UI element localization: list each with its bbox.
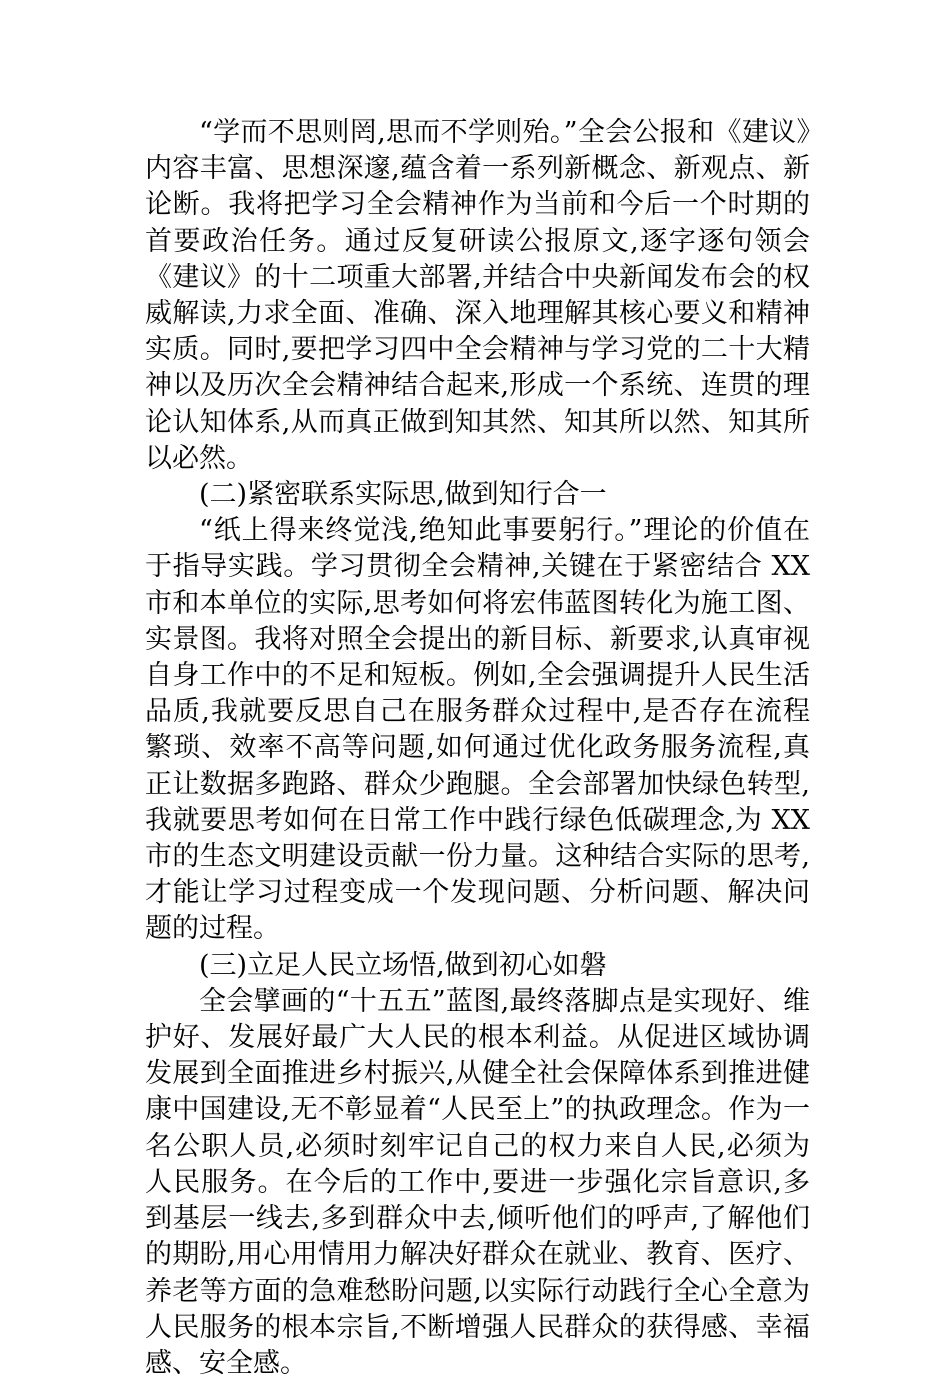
paragraph-people-stance: 全会擘画的“十五五”蓝图,最终落脚点是实现好、维护好、发展好最广大人民的根本利益。从促进区域协调发展到全面推进乡村振兴,从健全社会保障体系到推进健康中国建设,无不彰显着“人民至上”的执政理念。作为一名公职人员,必须时刻牢记自己的权力来自人民,必须为人民服务。在今后的工作中,要进一步强化宗旨意识,多到基层一线去,多到群众中去,倾听他们的呼声,了解他们的期盼,用心用情用力解决好群众在就业、教育、医疗、养老等方面的急难愁盼问题,以实际行动践行全心全意为人民服务的根本宗旨,不断增强人民群众的获得感、幸福感、安全感。 (145, 985, 810, 1379)
paragraph-practice: “纸上得来终觉浅,绝知此事要躬行。”理论的价值在于指导实践。学习贯彻全会精神,关键在于紧密结合 XX 市和本单位的实际,思考如何将宏伟蓝图转化为施工图、实景图。我将对照全会提出的新目标、新要求,认真审视自身工作中的不足和短板。例如,全会强调提升人民生活品质,我就要反思自己在服务群众过程中,是否存在流程繁琐、效率不高等问题,如何通过优化政务服务流程,真正让数据多跑路、群众少跑腿。全会部署加快绿色转型,我就要思考如何在日常工作中践行绿色低碳理念,为 XX 市的生态文明建设贡献一份力量。这种结合实际的思考,才能让学习过程变成一个发现问题、分析问题、解决问题的过程。 (145, 515, 810, 945)
section-heading-three: (三)立足人民立场悟,做到初心如磐 (199, 949, 607, 981)
document-page (145, 115, 810, 1382)
paragraph-study-principle: “学而不思则罔,思而不学则殆。”全会公报和《建议》内容丰富、思想深邃,蕴含着一系列新概念、新观点、新论断。我将把学习全会精神作为当前和今后一个时期的首要政治任务。通过反复研读公报原文,逐字逐句领会《建议》的十二项重大部署,并结合中央新闻发布会的权威解读,力求全面、准确、深入地理解其核心要义和精神实质。同时,要把学习四中全会精神与学习党的二十大精神以及历次全会精神结合起来,形成一个系统、连贯的理论认知体系,从而真正做到知其然、知其所以然、知其所以必然。 (145, 117, 810, 474)
section-heading-two: (二)紧密联系实际思,做到知行合一 (199, 479, 607, 511)
